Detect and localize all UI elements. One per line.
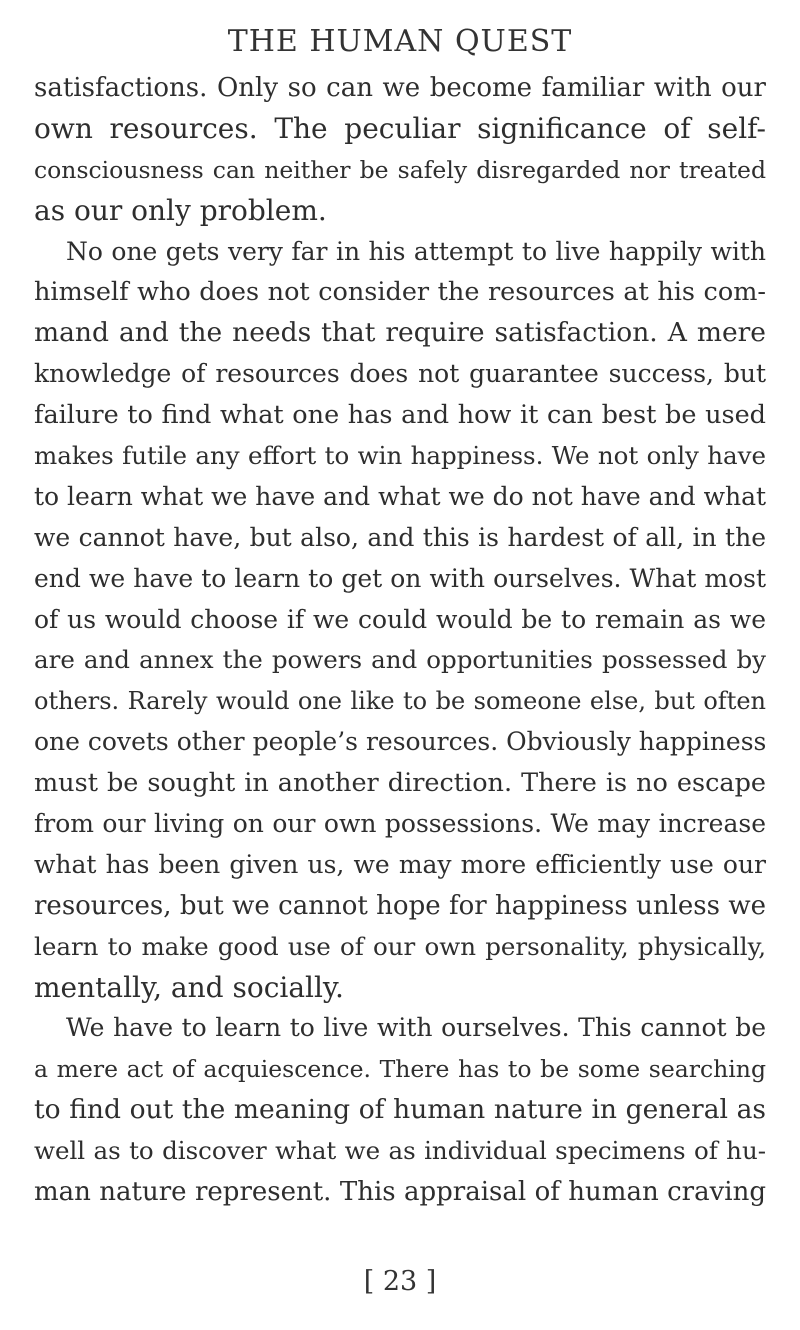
text-line: satisfactions. Only so can we become familiar with our	[34, 73, 766, 103]
text-line: from our living on our own possessions. We may increase	[34, 809, 766, 839]
text-line: to learn what we have and what we do not have and what	[34, 481, 767, 511]
text-line: as our only problem.	[34, 193, 327, 227]
text-line: knowledge of resources does not guarantee success, but	[34, 359, 766, 389]
text-line: are and annex the powers and opportunities possessed by	[34, 645, 766, 675]
text-line: mand and the needs that require satisfaction. A mere	[34, 317, 766, 349]
text-line: we cannot have, but also, and this is hardest of all, in the	[34, 522, 766, 552]
text-line: to find out the meaning of human nature in general as	[34, 1094, 766, 1126]
text-line: of us would choose if we could would be to remain as we	[34, 604, 766, 634]
text-line: makes futile any effort to win happiness. We not only have	[34, 441, 766, 471]
text-line: No one gets very far in his attempt to live happily with	[66, 236, 766, 266]
running-head: THE HUMAN QUEST	[227, 24, 573, 59]
text-line: well as to discover what we as individual specimens of hu-	[34, 1136, 766, 1166]
text-line: consciousness can neither be safely disregarded nor treated	[34, 155, 766, 184]
text-line: failure to find what one has and how it can best be used	[34, 400, 766, 431]
page-number: [ 23 ]	[363, 1266, 437, 1297]
text-line: man nature represent. This appraisal of human craving	[34, 1177, 766, 1208]
text-line: resources, but we cannot hope for happiness unless we	[34, 890, 766, 921]
text-line: mentally, and socially.	[34, 970, 344, 1004]
text-line: end we have to learn to get on with ourselves. What most	[34, 563, 766, 593]
text-line: himself who does not consider the resources at his com-	[34, 277, 766, 308]
text-line: others. Rarely would one like to be someone else, but often	[34, 687, 766, 716]
text-line: own resources. The peculiar significance of self-	[34, 111, 766, 145]
text-line: what has been given us, we may more efficiently use our	[34, 849, 766, 879]
text-line: must be sought in another direction. There is no escape	[34, 768, 766, 799]
text-line: a mere act of acquiescence. There has to be some searching	[34, 1055, 766, 1084]
text-line: learn to make good use of our own personality, physically,	[34, 931, 766, 961]
body-text	[34, 68, 766, 1213]
text-line: one covets other people’s resources. Obviously happiness	[34, 727, 767, 757]
text-line: We have to learn to live with ourselves. This cannot be	[66, 1013, 766, 1043]
